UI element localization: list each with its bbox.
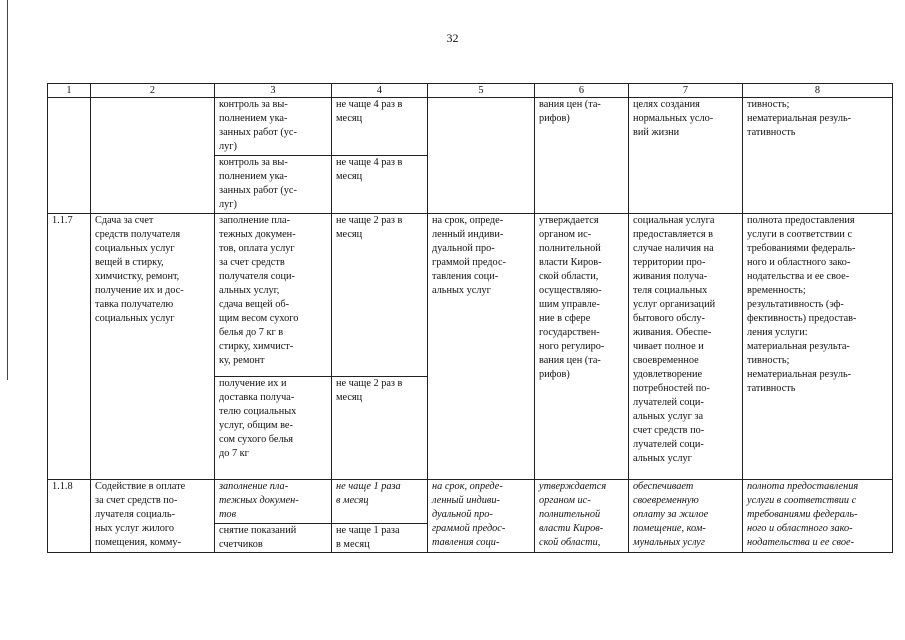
conditions-cell: социальная услуга предоставляется в случае наличия на территории про- живания получа- теля социальных услуг организаций бытового обслу- живания. Обеспе- чивает полное и своевременное удовлетворение потребностей по- лучателей соци- альных услуг за счет средств по- лучателей соци- альных услуг — [629, 214, 743, 480]
row-number-cell: 1.1.8 — [48, 480, 91, 553]
row-number-cell: 1.1.7 — [48, 214, 91, 480]
column-number: 2 — [91, 84, 215, 98]
table-row — [48, 480, 893, 524]
action-cell: заполнение пла- тежных докумен- тов — [215, 480, 332, 524]
frequency-cell: не чаще 1 раза в месяц — [332, 480, 428, 524]
service-name-cell: Содействие в оплате за счет средств по- лучателя социаль- ных услуг жилого помещения, комму- — [91, 480, 215, 553]
action-cell: заполнение пла- тежных докумен- тов, оплата услуг за счет средств получателя соци- альных услуг, сдача вещей об- щим весом сухого белья до 7 кг в стирку, химчист- ку, ремонт — [215, 214, 332, 377]
frequency-cell: не чаще 2 раз в месяц — [332, 214, 428, 377]
table-row — [48, 214, 893, 377]
column-number: 1 — [48, 84, 91, 98]
term-cell: на срок, опреде- ленный индиви- дуальной про- граммой предос- тавления соци- альных услуг — [428, 214, 535, 480]
quality-cell: полнота предоставления услуги в соответствии с требованиями федераль- ного и областного зако- нодательства и ее свое- временность; результативность (эф- фективность) предостав- ления услуги: материальная результа- тивность; нематериальная резуль- тативность — [743, 214, 893, 480]
row-number-cell — [48, 98, 91, 214]
quality-cell: тивность; нематериальная резуль- тативность — [743, 98, 893, 214]
table-row — [48, 98, 893, 156]
term-cell — [428, 98, 535, 214]
tariff-cell: утверждается органом ис- полнительной власти Киров- ской области, — [535, 480, 629, 553]
column-number: 8 — [743, 84, 893, 98]
action-cell: контроль за вы- полнением ука- занных работ (ус- луг) — [215, 98, 332, 156]
service-name-cell: Сдача за счет средств получателя социальных услуг вещей в стирку, химчистку, ремонт, получение их и дос- тавка получателю социальных услуг — [91, 214, 215, 480]
column-numbers-row — [48, 84, 893, 98]
tariff-cell: утверждается органом ис- полнительной власти Киров- ской области, осуществляю- шим управле- ние в сфере государствен- ного регулиро- вания цен (та- рифов) — [535, 214, 629, 480]
term-cell: на срок, опреде- ленный индиви- дуальной про- граммой предос- тавления соци- — [428, 480, 535, 553]
column-number: 3 — [215, 84, 332, 98]
frequency-cell: не чаще 4 раз в месяц — [332, 156, 428, 214]
services-table — [47, 83, 893, 553]
column-number: 5 — [428, 84, 535, 98]
frequency-cell: не чаще 2 раз в месяц — [332, 377, 428, 480]
column-number: 6 — [535, 84, 629, 98]
action-cell: контроль за вы- полнением ука- занных работ (ус- луг) — [215, 156, 332, 214]
tariff-cell: вания цен (та- рифов) — [535, 98, 629, 214]
frequency-cell: не чаще 4 раз в месяц — [332, 98, 428, 156]
frequency-cell: не чаще 1 раза в месяц — [332, 524, 428, 553]
service-name-cell — [91, 98, 215, 214]
conditions-cell: целях создания нормальных усло- вий жизни — [629, 98, 743, 214]
quality-cell: полнота предоставления услуги в соответствии с требованиями федераль- ного и областного зако- нодательства и ее свое- — [743, 480, 893, 553]
page-number: 32 — [446, 31, 459, 45]
column-number: 7 — [629, 84, 743, 98]
action-cell: получение их и доставка получа- телю социальных услуг, общим ве- сом сухого белья до 7 кг — [215, 377, 332, 480]
action-cell: снятие показаний счетчиков — [215, 524, 332, 553]
left-margin-line — [7, 0, 8, 380]
conditions-cell: обеспечивает своевременную оплату за жилое помещение, ком- мунальных услуг — [629, 480, 743, 553]
column-number: 4 — [332, 84, 428, 98]
